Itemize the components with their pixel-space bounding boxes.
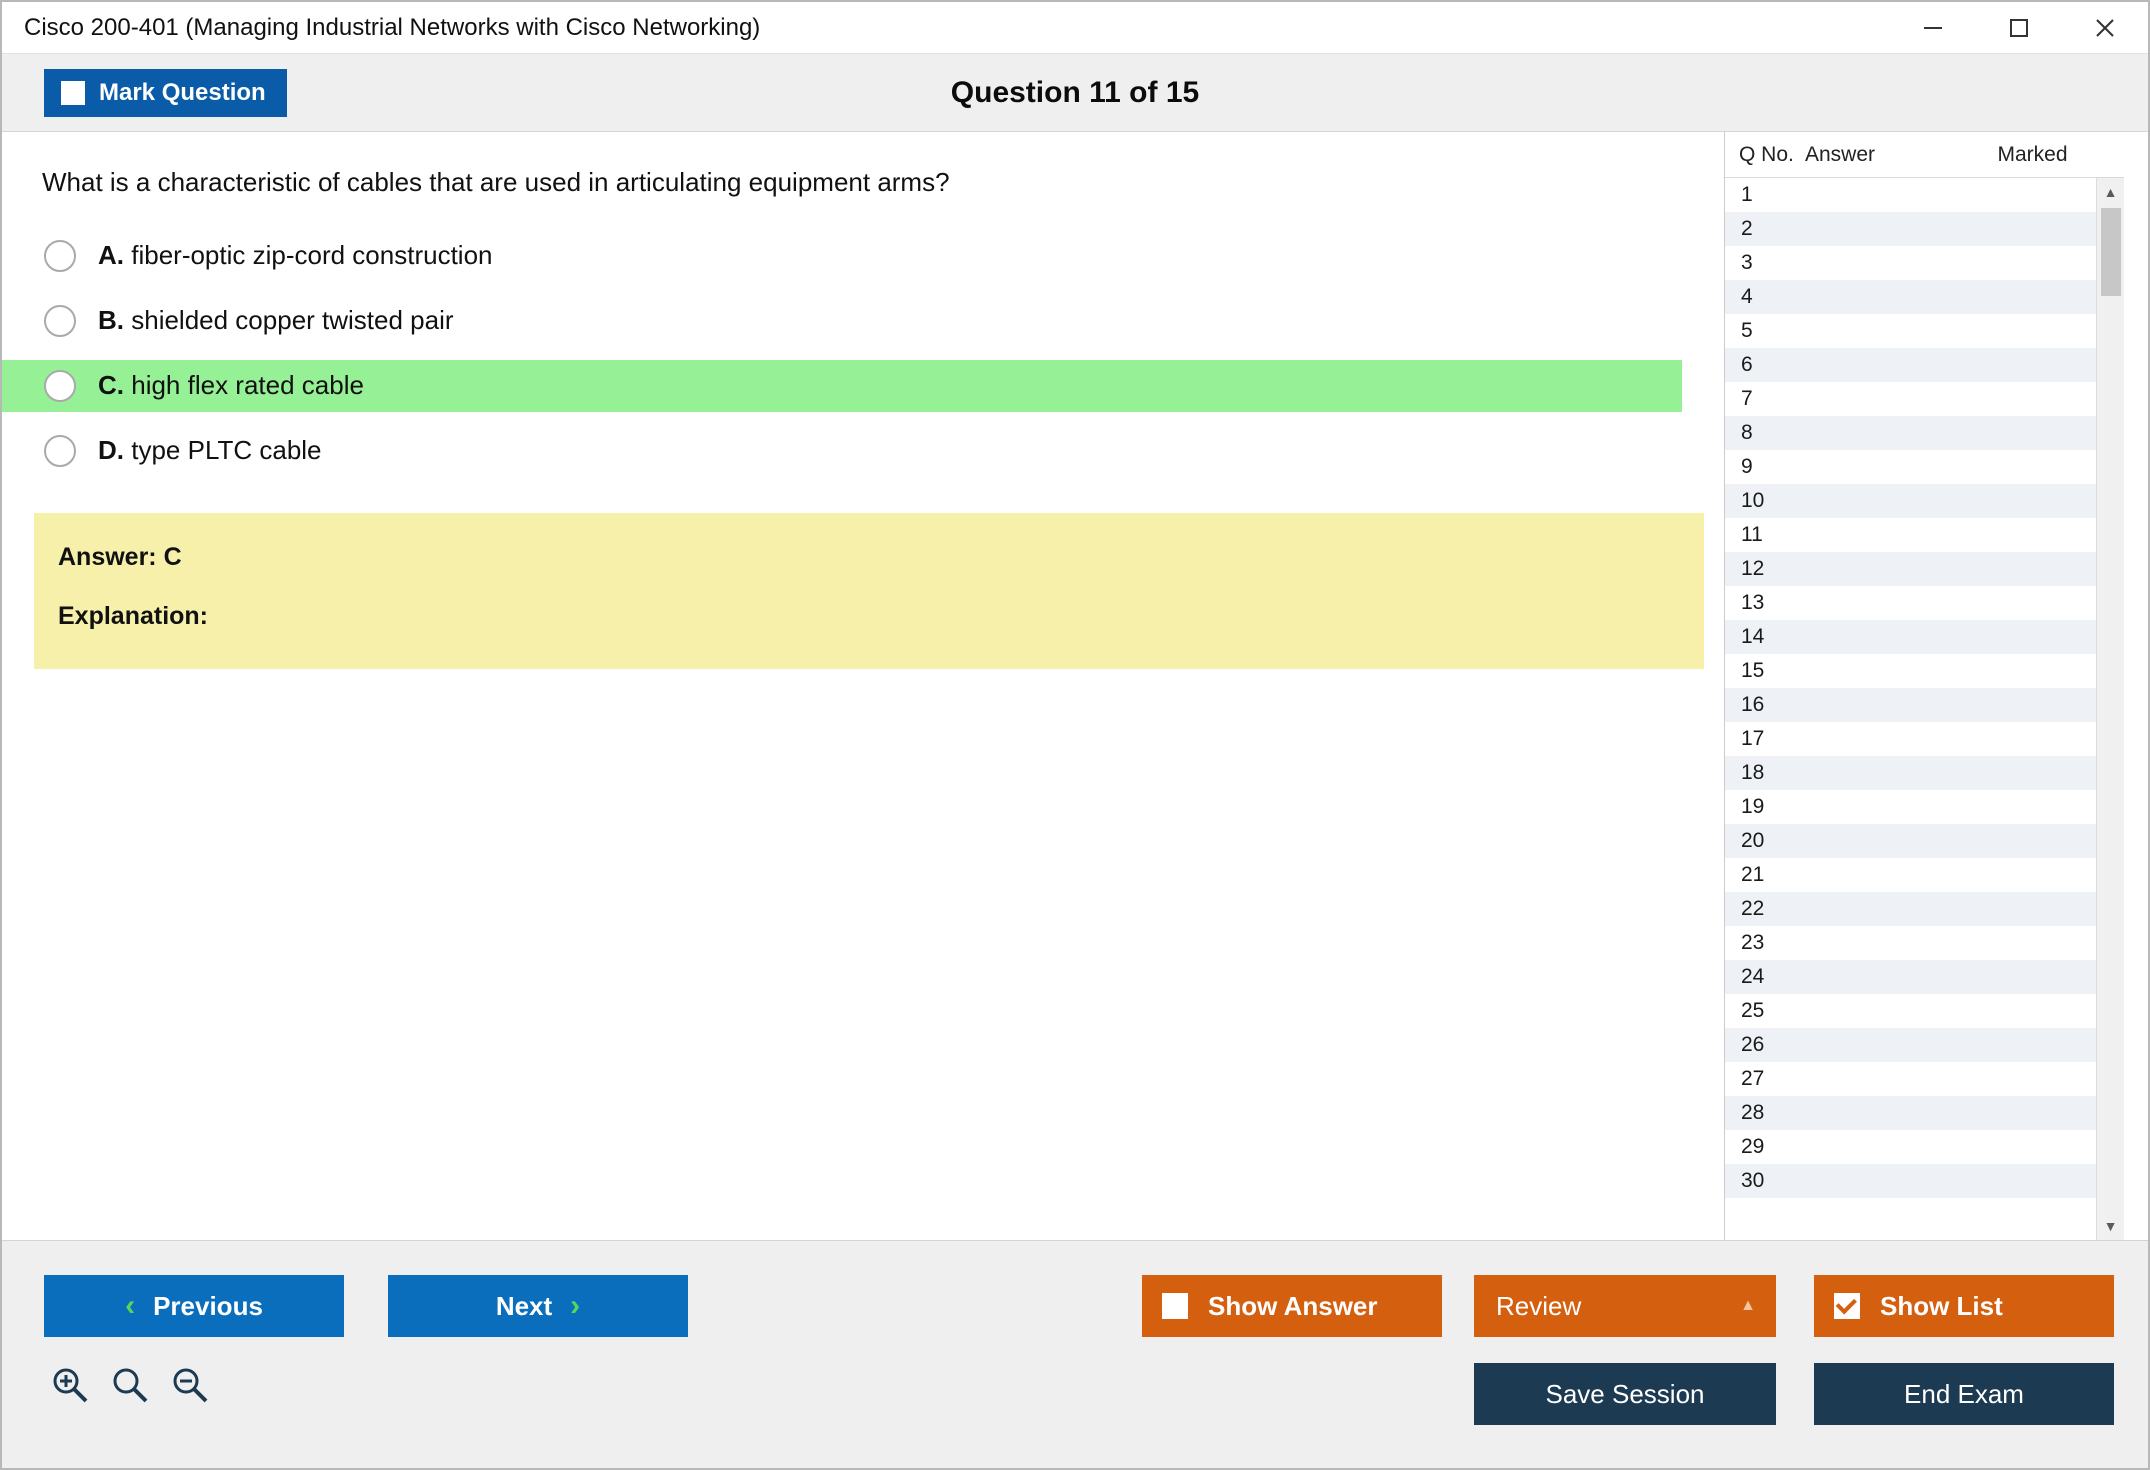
zoom-icon[interactable]	[108, 1363, 152, 1407]
row-qno: 26	[1741, 1033, 1765, 1056]
table-row[interactable]	[1725, 926, 2096, 960]
mark-question-checkbox[interactable]	[61, 81, 85, 105]
radio-d[interactable]	[44, 435, 76, 467]
question-list-header	[1725, 132, 2124, 178]
table-row[interactable]	[1725, 518, 2096, 552]
answer-explanation-box	[34, 513, 1704, 669]
show-list-checkbox[interactable]	[1834, 1293, 1860, 1319]
exam-footer	[2, 1240, 2148, 1468]
table-row[interactable]	[1725, 722, 2096, 756]
close-icon[interactable]	[2062, 2, 2148, 54]
row-qno: 1	[1741, 183, 1753, 206]
table-row[interactable]	[1725, 212, 2096, 246]
question-counter: Question 11 of 15	[950, 75, 1200, 109]
exam-body	[2, 132, 2148, 1240]
row-qno: 27	[1741, 1067, 1765, 1090]
end-exam-label: End Exam	[1904, 1378, 2024, 1409]
choice-d-label: type PLTC cable	[131, 435, 322, 466]
chevron-up-icon: ▲	[1740, 1297, 1756, 1314]
row-qno: 3	[1741, 251, 1753, 274]
choice-option-c[interactable]	[2, 360, 1682, 412]
table-row[interactable]	[1725, 484, 2096, 518]
question-rows	[1725, 178, 2096, 1240]
table-row[interactable]	[1725, 858, 2096, 892]
table-row[interactable]	[1725, 586, 2096, 620]
choice-a-letter: A.	[98, 240, 124, 271]
row-qno: 15	[1741, 659, 1765, 682]
table-row[interactable]	[1725, 246, 2096, 280]
table-row[interactable]	[1725, 348, 2096, 382]
row-qno: 23	[1741, 931, 1765, 954]
show-list-label: Show List	[1880, 1290, 2003, 1321]
radio-a[interactable]	[44, 240, 76, 272]
table-row[interactable]	[1725, 994, 2096, 1028]
zoom-in-icon[interactable]	[48, 1363, 92, 1407]
zoom-out-icon[interactable]	[168, 1363, 212, 1407]
end-exam-button[interactable]	[1814, 1363, 2114, 1425]
choice-a-label: fiber-optic zip-cord construction	[131, 240, 493, 271]
choice-option-d[interactable]	[2, 425, 1724, 477]
table-row[interactable]	[1725, 756, 2096, 790]
choice-c-text	[98, 370, 364, 401]
choice-a-text	[98, 240, 493, 271]
question-text: What is a characteristic of cables that are used in articulating equipment arms?	[42, 167, 950, 197]
row-qno: 16	[1741, 693, 1765, 716]
table-row[interactable]	[1725, 1096, 2096, 1130]
choice-d-letter: D.	[98, 435, 124, 466]
zoom-controls	[48, 1363, 212, 1407]
table-row[interactable]	[1725, 1164, 2096, 1198]
scrollbar-thumb[interactable]	[2101, 208, 2121, 296]
row-qno: 4	[1741, 285, 1753, 308]
question-list-body[interactable]	[1725, 178, 2124, 1240]
show-answer-button[interactable]	[1142, 1275, 1442, 1337]
scroll-up-icon[interactable]: ▲	[2103, 184, 2118, 200]
table-row[interactable]	[1725, 1062, 2096, 1096]
table-row[interactable]	[1725, 960, 2096, 994]
choice-b-label: shielded copper twisted pair	[131, 305, 454, 336]
radio-b[interactable]	[44, 305, 76, 337]
row-qno: 13	[1741, 591, 1765, 614]
row-qno: 18	[1741, 761, 1765, 784]
row-qno: 19	[1741, 795, 1765, 818]
header-qno: Q No.	[1739, 142, 1794, 166]
table-row[interactable]	[1725, 178, 2096, 212]
row-qno: 25	[1741, 999, 1765, 1022]
show-answer-checkbox[interactable]	[1162, 1293, 1188, 1319]
choice-option-b[interactable]	[2, 295, 1724, 347]
minimize-icon[interactable]	[1890, 2, 1976, 54]
choice-d-text	[98, 435, 322, 466]
radio-c[interactable]	[44, 370, 76, 402]
table-row[interactable]	[1725, 1130, 2096, 1164]
exam-header	[2, 54, 2148, 132]
next-label: Next	[495, 1290, 553, 1321]
table-row[interactable]	[1725, 790, 2096, 824]
row-qno: 12	[1741, 557, 1765, 580]
row-qno: 17	[1741, 727, 1765, 750]
chevron-left-icon: ‹	[125, 1289, 136, 1322]
review-label: Review	[1496, 1290, 1582, 1321]
maximize-icon[interactable]	[1976, 2, 2062, 54]
header-marked: Marked	[1997, 142, 2068, 166]
row-qno: 10	[1741, 489, 1765, 512]
explanation-label: Explanation:	[58, 601, 209, 630]
previous-button[interactable]	[44, 1275, 344, 1337]
table-row[interactable]	[1725, 416, 2096, 450]
mark-question-button[interactable]	[44, 69, 287, 117]
save-session-label: Save Session	[1545, 1378, 1705, 1409]
row-qno: 28	[1741, 1101, 1765, 1124]
table-row[interactable]	[1725, 314, 2096, 348]
answer-label: Answer: C	[58, 542, 182, 571]
choice-c-label: high flex rated cable	[131, 370, 364, 401]
table-row[interactable]	[1725, 688, 2096, 722]
row-qno: 29	[1741, 1135, 1765, 1158]
choice-b-text	[98, 305, 454, 336]
row-qno: 5	[1741, 319, 1753, 342]
table-row[interactable]	[1725, 824, 2096, 858]
window-title: Cisco 200-401 (Managing Industrial Networks with Cisco Networking)	[24, 13, 761, 41]
save-session-button[interactable]	[1474, 1363, 1776, 1425]
row-qno: 24	[1741, 965, 1765, 988]
table-row[interactable]	[1725, 654, 2096, 688]
row-qno: 22	[1741, 897, 1765, 920]
table-row[interactable]	[1725, 620, 2096, 654]
row-qno: 6	[1741, 353, 1753, 376]
window-controls	[1890, 2, 2148, 54]
row-qno: 11	[1741, 523, 1763, 546]
row-qno: 7	[1741, 387, 1753, 410]
row-qno: 30	[1741, 1169, 1765, 1192]
row-qno: 9	[1741, 455, 1753, 478]
previous-label: Previous	[153, 1290, 263, 1321]
table-row[interactable]	[1725, 892, 2096, 926]
show-answer-label: Show Answer	[1208, 1290, 1378, 1321]
table-row[interactable]	[1725, 450, 2096, 484]
table-row[interactable]	[1725, 382, 2096, 416]
choice-c-letter: C.	[98, 370, 124, 401]
row-qno: 20	[1741, 829, 1765, 852]
show-list-button[interactable]	[1814, 1275, 2114, 1337]
list-scrollbar[interactable]	[2096, 178, 2124, 1240]
review-dropdown[interactable]	[1474, 1275, 1776, 1337]
choice-list	[2, 230, 1724, 477]
table-row[interactable]	[1725, 552, 2096, 586]
next-button[interactable]	[388, 1275, 688, 1337]
row-qno: 2	[1741, 217, 1753, 240]
table-row[interactable]	[1725, 1028, 2096, 1062]
choice-b-letter: B.	[98, 305, 124, 336]
chevron-right-icon: ›	[570, 1289, 581, 1322]
question-pane	[2, 132, 1724, 1240]
scroll-down-icon[interactable]: ▼	[2103, 1218, 2118, 1234]
header-answer: Answer	[1805, 142, 1876, 166]
table-row[interactable]	[1725, 280, 2096, 314]
question-list-pane	[1724, 132, 2124, 1240]
title-bar	[2, 2, 2148, 54]
row-qno: 8	[1741, 421, 1753, 444]
row-qno: 14	[1741, 625, 1765, 648]
mark-question-label: Mark Question	[99, 78, 266, 106]
choice-option-a[interactable]	[2, 230, 1724, 282]
row-qno: 21	[1741, 863, 1765, 886]
